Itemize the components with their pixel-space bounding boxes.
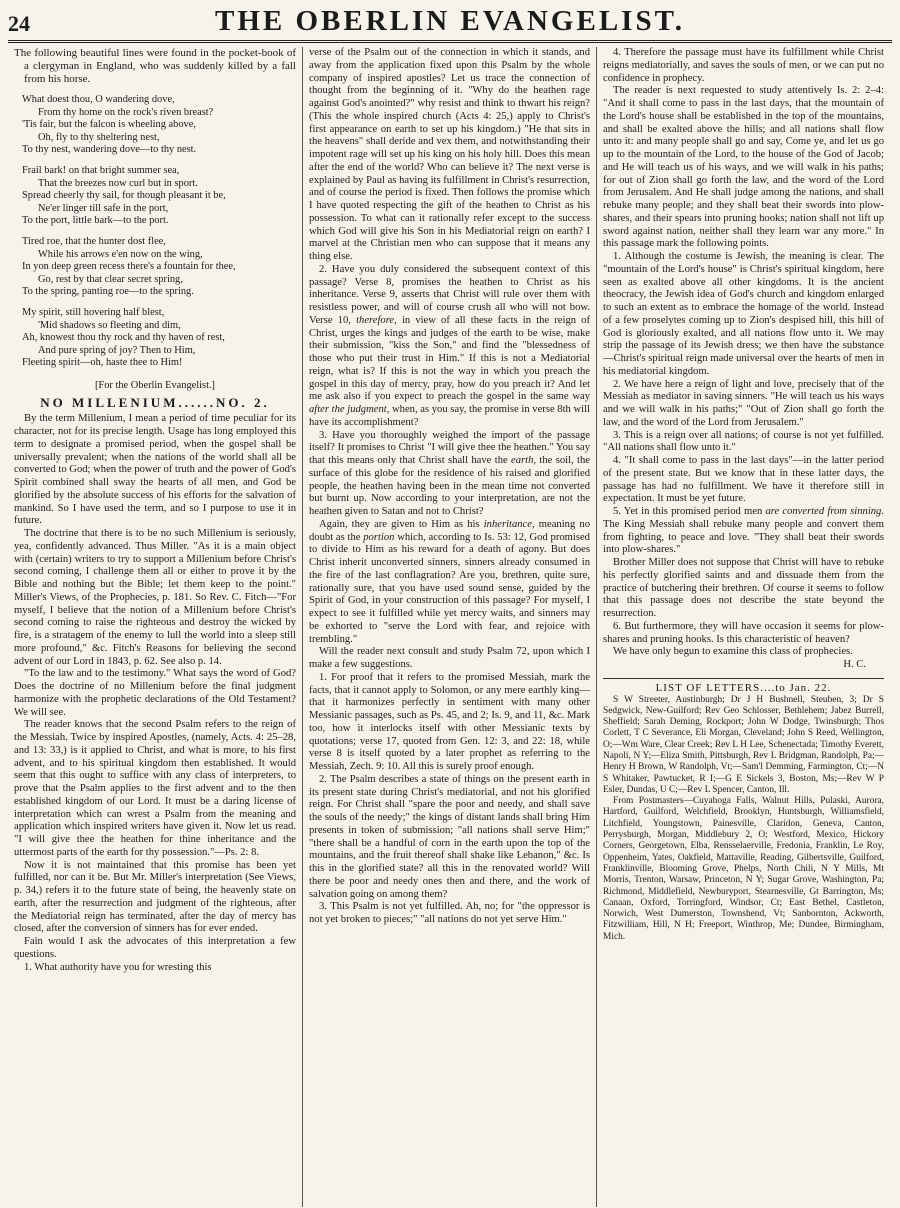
text-run: the soil, the surface of this globe for the residence of his raised and glorified people, the heathen having been in the mean time not converted but burnt up. Now according to your interpretation, are not the heathen given to Satan and not to Christ?: [309, 455, 590, 517]
text-run: The King Messiah shall rebuke many people and convert them from fighting, to peace and love. "They shall beat their swords into plow-shares.": [603, 518, 884, 556]
newspaper-title: THE OBERLIN EVANGELIST.: [214, 5, 686, 37]
emphasis: inheritance,: [483, 518, 535, 530]
text-run: meaning no doubt as the: [309, 518, 590, 543]
poem-stanza: [22, 94, 296, 157]
masthead: [8, 0, 892, 43]
poem-stanza: [22, 236, 296, 299]
poem-line: While his arrows e'en now on the wing,: [38, 248, 203, 260]
article-paragraph: [603, 506, 884, 557]
article-paragraph: "To the law and to the testimony." What says the word of God? Does the doctrine of no Millenium before the final judgment harmonize with the prophetic declarations of the Old Testament? We will see.: [14, 668, 296, 718]
text-run: 3. Have you thoroughly weighed the import of the passage itself? It promises to Christ "I will give thee the heathen." You say that this means only that Christ shall have the: [309, 429, 590, 466]
article-paragraph: 4. "It shall come to pass in the last days"—in the latter period of the present state. But we know that in these latter days, the passage has had no fulfillment. We have it therefore still in expectation. It must be yet future.: [603, 455, 884, 505]
poem-line: Go, rest by that clear secret spring,: [38, 273, 183, 285]
column-3: [596, 47, 890, 1207]
signature: H. C.: [843, 659, 866, 670]
emphasis: are converted from sinning.: [765, 506, 885, 517]
emphasis: therefore,: [356, 314, 397, 326]
article-paragraph: Will the reader next consult and study Psalm 72, upon which I make a few suggestions.: [309, 646, 590, 670]
article-paragraph: 1. What authority have you for wresting this: [24, 961, 212, 973]
article-paragraph: 1. For proof that it refers to the promised Messiah, mark the facts, that it cannot apply to Solomon, or any mere earthly king—that it harmonizes perfectly in sentiment with many other Messianic passages, such as Ps. 45, and 2; Is. 9, and 11, &c. Mark too, how it interlocks itself with other Messianic texts by quotations; verse 17, quoted from Gen. 12: 3, and 22: 18, while verse 8 is itself quoted by a later prophet as referring to the Messiah, Zech. 9: 10. All this is surely proof enough.: [309, 671, 590, 772]
text-run: in view of all these facts in the reign of Christ, urges the kings and judges of the earth to be wise, make their submission, "kiss the Son," and find the "blessedness of those who put their trust in Him." If this is not a Mediatorial reign, what is? If this is not the way in which you preach the gospel in this day of mercy, pray, how do you preach it? And let me ask also if you expect to preach the gospel in the same way: [309, 314, 591, 403]
article-paragraph: [309, 430, 590, 519]
poem-line: Oh, fly to thy sheltering nest,: [38, 131, 160, 143]
article-heading: NO MILLENIUM......NO. 2.: [40, 394, 270, 410]
poem-line: Spread cheerly thy sail, for though pleasant it be,: [22, 190, 226, 202]
letters-list: S W Streeter, Austinburgh; Dr J H Bushnell, Steuben, 3; Dr S Sedgwick, New-Guilford; Rev Geo Schlosser, Bethlehem; Jabez Burrell, Sheffield; Sarah Deming, Rockport; John W Dodge, Twinsburgh; Thos Corlett, T C Severance, Eli Morgan, Cleveland; John S Reed, Wellington, O;—Wm Ware, Clear Creek; Rev L H Lee, Schenectada; Timothy Everett, Napoli, N Y;—Eliza Smith, Pittsburgh, Rev L Bridgman, Randolph, Pa;—Henry H Brown, W Randolph, Vt;—Sam'l Demming, Farmington, Ct;—N S Whitaker, Pawtucket, R I;—G E Sickels 3, Boston, Ms;—Rev W P Esler, Dundas, U C;—Rev L Spencer, Canton, Ill.: [603, 694, 884, 795]
emphasis: earth,: [511, 455, 537, 466]
poem-line: 'Tis fair, but the falcon is wheeling above,: [22, 119, 196, 131]
poem-line: That the breezes now curl but in sport.: [38, 177, 198, 189]
poem-line: And pure spring of joy? Then to Him,: [38, 344, 196, 356]
column-2: [302, 47, 596, 1207]
article-paragraph: 2. We have here a reign of light and love, precisely that of the Messiah as mediator in saving sinners. "He will teach us his ways and we will walk in his paths;" "Out of Zion shall go forth the law, and the word of the Lord from Jerusalem.": [603, 378, 884, 428]
poem-line: What doest thou, O wandering dove,: [22, 94, 175, 105]
page-number: 24: [8, 11, 30, 36]
postmasters-list: From Postmasters—Cuyahoga Falls, Walnut Hills, Pulaski, Aurora, Hartford, Guilford, Welchfield, Brooklyn, Huntsburgh, Williamsfield, Litchfield, Youngstown, Painesville, Claridon, Geneva, Canton, Perrysburgh, Morgan, Middlebury 2, O; Westford, Mexico, Hickory Corners, Georgetown, Elba, Rensselaerville, Fredonia, Franklin, Le Roy, Oppenheim, Yates, Oakfield, Mattaville, Reading, Gilbertsville, Guilford, Franklinville, Blooming Grove, Phelps, North Chili, N Y Mills, Mt Morris, Trenton, Warsaw, Princeton, N Y; Sugar Grove, Washington, Pa; Richmond, Middlefield, Newburyport, Stearnesville, Gt Barrington, Ms; Canaan, Oxford, Torringford, Windsor, Ct; East Bethel, Castleton, Norwich, West Dumerston, Townshend, Vt; Sanbornton, Ackworth, Fitzwilliam, Hill, N H; Freeport, Winthrop, Me; Dundee, Birmingham, Mich.: [603, 796, 884, 942]
article-paragraph: 2. The Psalm describes a state of things on the present earth in its present state during Christ's mediatorial, and not his glorified reign. For Christ shall "spare the poor and needy, and shall save the souls of the needy;" the kings of distant lands shall bring Him presents in token of submission; "all nations shall serve Him;" "there shall be a handful of corn in the earth upon the top of the mountains, and the fruit thereof shall shake like Lebanon," &c. Is this in the glorified state? all this in the renovated world? Will there be poor and needy ones then and there, and the work of salvation going on among them?: [309, 773, 590, 900]
poem-line: My spirit, still hovering half blest,: [22, 306, 165, 318]
poem-line: Tired roe, that the hunter dost flee,: [22, 235, 166, 247]
article-paragraph: 6. But furthermore, they will have occasion it seems for plow-shares and pruning hooks. Is this characteristic of heaven?: [603, 620, 884, 645]
poem-line: In yon deep green recess there's a fountain for thee,: [22, 261, 236, 273]
article-credit: [For the Oberlin Evangelist.]: [94, 379, 216, 391]
text-run: when, as you say, the promise in verse 8th will have its accomplishment?: [309, 404, 590, 428]
article-paragraph: By the term Millenium, I mean a period of time peculiar for its character, not for its precise length. Usage has long employed this term to designate a promised period, when the gospel shall be universally prevalent; when the nations of the world shall all be converted to God; when the power of truth and the power of God's Spirit combined shall sway the hearts of all men, and God be glorified by the absolute success of his efforts for the salvation of mankind. So I have used the term, and so I purpose to use it in future.: [14, 413, 296, 527]
column-1: [8, 47, 302, 1207]
article-paragraph: The doctrine that there is to be no such Millenium is seriously, yea, confidently advanced. Thus Miller. "As it is a main object with (certain) writers to try to support a Millenium before Christ's second coming, I challenge them all or either to prove it by the Bible and nothing but the Bible; let them keep to the point." Miller's Views, of the Prophecies, p. 181. So Rev. C. Fitch—"For myself, I believe that the notion of a Millenium before Christ's second coming to raise the righteous and destroy the wicked by fire, is a stratagem of the enemy to lull the world into a sleep still more profound," &c. Fitch's Reasons for believing the second advent of our Lord in 1843, p. 62. See also p. 14.: [14, 528, 296, 667]
letters-heading: LIST OF LETTERS....to Jan. 22.: [603, 678, 884, 695]
article-paragraph: 4. Therefore the passage must have its fulfillment while Christ reigns mediatorially, and saves the souls of men, or we can put no confidence in prophecy.: [603, 47, 884, 84]
article-paragraph: Now it is not maintained that this promise has been yet fulfilled, nor can it be. But Mr. Miller's interpretation (See Views, p. 34,) refers it to the future state of being, the heavenly state on earth, after the resurrection and judgment of the righteous, after the Mediatorial reign has terminated, after the day of mercy has closed, after the conversion of sinners has for ever ended.: [14, 859, 296, 935]
article-paragraph: verse of the Psalm out of the connection in which it stands, and away from the application fixed upon this Psalm by the whole company of inspired apostles? Let us trace the connection of thought from the beginning of it. "Why do the heathen rage against God's anointed?" why resist and think to thwart his reign? (This the whole inspired church (Acts 4: 25,) apply to Christ's first appearance on earth to set up his kingdom.) "He that sits in the heavens" shall deride and vex them, and notwithstanding their impotent rage will set up his king on his holy hill. Does this mean after the end of the world? Who can believe it? The next verse is explained by Paul as having its fulfillment in Christ's resurrection, and of course the period is fixed. Then follows the promise which I have quoted respecting the gift of the heathen to Christ as his possession. To what can it rationally refer except to the success which God will give his Son in his Mediatorial reign on earth? I marvel at the Christian men who can suppose that it means any thing else.: [309, 47, 590, 262]
article-paragraph: The reader is next requested to study attentively Is. 2: 2–4: "And it shall come to pass in the last days, that the mountain of the Lord's house shall be established in the top of the mountains, and shall be exalted above the hills; and all nations shall flow unto it: and many people shall go and say, Come ye, and let us go up to the mountain of the Lord, to the house of the God of Jacob; and He will teach us of his ways, and we will walk in his paths; for out of Zion shall go forth the law, and the word of the Lord from Jerusalem. And He shall judge among the nations, and shall rebuke many people; and they shall beat their swords into plow-shares, and their spears into pruning hooks; nation shall not lift up sword against nation, neither shall they learn war any more." In this passage mark the following points.: [603, 85, 884, 250]
poem-line: Ah, knowest thou thy rock and thy haven of rest,: [22, 332, 225, 344]
poem-line: Frail bark! on that bright summer sea,: [22, 164, 180, 176]
article-paragraph: 3. This is a reign over all nations; of course is not yet fulfilled. "All nations shall flow unto it.": [603, 429, 884, 454]
article-paragraph: 3. This Psalm is not yet fulfilled. Ah, no; for "the oppressor is not yet broken to pieces;" "all nations do not yet serve Him.": [309, 901, 590, 925]
poem-line: Fleeting spirit—oh, haste thee to Him!: [22, 357, 183, 369]
emphasis: portion: [363, 531, 395, 543]
article-paragraph: Fain would I ask the advocates of this interpretation a few questions.: [14, 936, 296, 960]
text-run: 5. Yet in this promised period men: [613, 506, 763, 517]
poem-stanza: [22, 165, 296, 228]
poem-line: To the port, little bark—to the port.: [22, 215, 169, 227]
text-run: which, according to Is. 53: 12, God promised to divide to Him as his reward for a death of agony. But does Christ inherit unconverted sinners, sinners already consumed in the fire of the last conflagration? Are you, brethren, quite sure, rationally sure, that you have used sound sense, guided by the Spirit of God, in your construction of this passage? For myself, I expect to see it fulfilled while yet mercy waits, and sinners may be exhorted to "serve the Lord with fear, and rejoice with trembling.": [309, 531, 590, 645]
article-paragraph: We have only begun to examine this class of prophecies.: [613, 646, 853, 658]
poem-line: To thy nest, wandering dove—to thy nest.: [22, 144, 197, 156]
article-paragraph: Brother Miller does not suppose that Christ will have to rebuke his perfectly glorified saints and and dissuade them from the practice of butchering their brethren. Of course it seems to follow that this passage does not describe the state beyond the resurrection.: [603, 557, 884, 619]
poem-intro: The following beautiful lines were found in the pocket-book of a clergyman in England, who was suddenly killed by a fall from his horse.: [14, 47, 296, 85]
poem-line: To the spring, panting roe—to the spring.: [22, 286, 194, 298]
emphasis: after the judgment,: [309, 404, 390, 415]
article-paragraph: The reader knows that the second Psalm refers to the reign of the Messiah. Twice by inspired Apostles, (namely, Acts. 4: 25–28, and 13: 33,) is it applied to Christ, and what is more, to his first advent, and to his spiritual kingdom then established. It would seem that this ought to suffice with any class of interpreters, to prove that the Psalm applies to the first advent and to the then established kingdom of our Lord. It must be a daring license of interpretation which can wrest a Psalm from the meaning and application which inspired writers have given it. Now let us read. "I will give thee the heathen for thine inheritance and the uttermost parts of the earth for thy possession."—Ps. 2: 8.: [14, 719, 296, 858]
poem-line: 'Mid shadows so fleeting and dim,: [38, 319, 181, 331]
poem: [22, 94, 296, 370]
article-paragraph: [309, 264, 590, 430]
poem-stanza: [22, 307, 296, 370]
text-run: Again, they are given to Him as his: [319, 518, 480, 530]
text-run: 2. Have you duly considered the subsequent context of this passage? Verse 8, promises the heathen to Christ as his inheritance. Verse 9, asserts that Christ will rule over them with resistless power, and will of course crush all who will not bow. Verse 10,: [309, 263, 590, 326]
article-paragraph: 1. Although the costume is Jewish, the meaning is clear. The "mountain of the Lord's house" is Christ's spiritual kingdom, here seen as exalted above all other kingdoms. It is the ancient theocracy, the Jewish idea of God's church and kingdom enlarged to such an extent as to embrace the homage of the world. Instead of a few proselytes coming up to Zion's despised hill, this hill of God is gloriously exalted, and all nations flow unto it. We may strip the passage of its Jewish dress; we then have the substance—Christ's spiritual reign made universal over the hearts of men in his mediatorial kingdom.: [603, 251, 884, 377]
article-paragraph: [309, 519, 590, 647]
poem-line: From thy home on the rock's riven breast?: [38, 106, 214, 118]
poem-line: Ne'er linger till safe in the port,: [38, 202, 169, 214]
